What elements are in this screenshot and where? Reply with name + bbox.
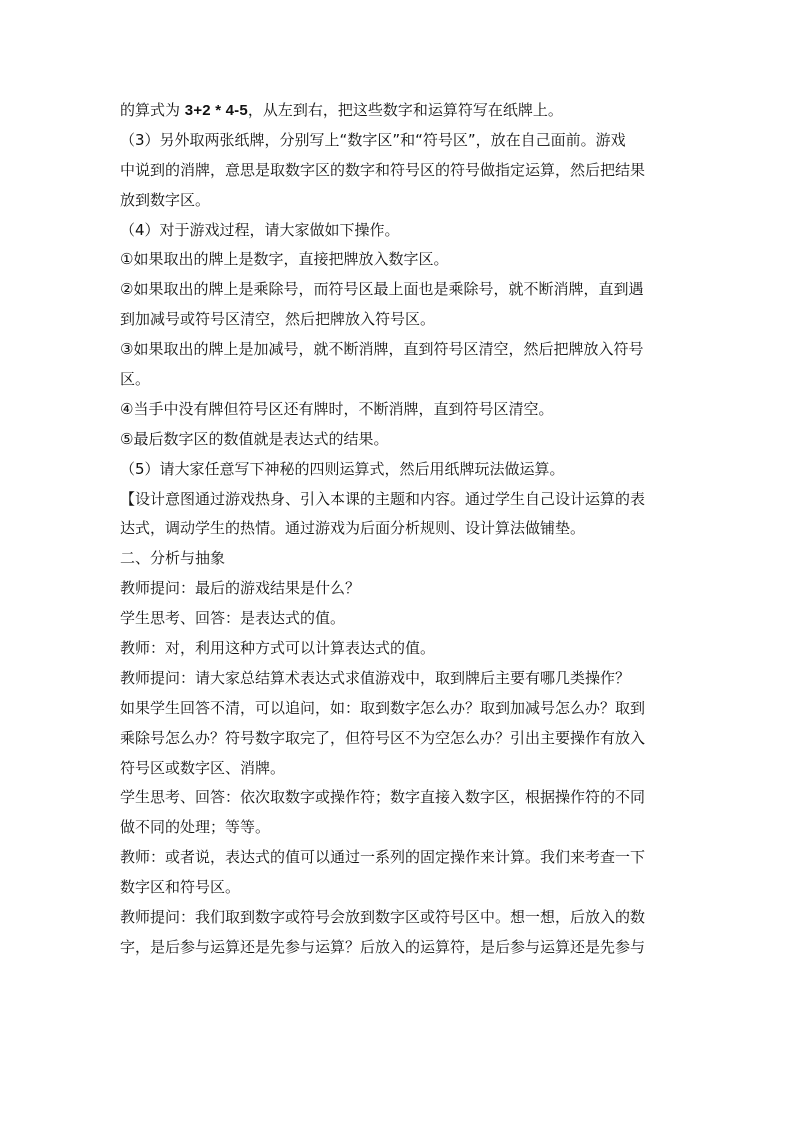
paragraph-line: 学生思考、回答：依次取数字或操作符；数字直接入数字区，根据操作符的不同: [120, 788, 646, 807]
paragraph-line: 乘除号怎么办？符号数字取完了，但符号区不为空怎么办？引出主要操作有放入: [120, 728, 646, 747]
paragraph-line: 数字区和符号区。: [120, 878, 241, 897]
paragraph-line: （4）对于游戏过程，请大家做如下操作。: [120, 220, 400, 239]
paragraph-line: ①如果取出的牌上是数字，直接把牌放入数字区。: [120, 250, 449, 269]
paragraph-line: 如果学生回答不清，可以追问，如：取到数字怎么办？取到加减号怎么办？取到: [120, 698, 646, 717]
paragraph-line: 做不同的处理；等等。: [120, 818, 271, 837]
paragraph-line: 达式，调动学生的热情。通过游戏为后面分析规则、设计算法做铺垫。: [120, 519, 586, 538]
paragraph-line: ②如果取出的牌上是乘除号，而符号区最上面也是乘除号，就不断消牌，直到遇: [120, 280, 644, 299]
paragraph-line: 学生思考、回答：是表达式的值。: [120, 609, 346, 628]
paragraph-line: 教师：或者说，表达式的值可以通过一系列的固定操作来计算。我们来考查一下: [120, 848, 646, 867]
paragraph-line: 到加减号或符号区清空，然后把牌放入符号区。: [120, 310, 436, 329]
line-text: ，从左到右，把这些数字和运算符写在纸牌上。: [247, 101, 563, 119]
paragraph-line: 教师提问：最后的游戏结果是什么？: [120, 579, 361, 598]
paragraph-line: （5）请大家任意写下神秘的四则运算式，然后用纸牌玩法做运算。: [120, 459, 565, 478]
paragraph-line: 教师提问：我们取到数字或符号会放到数字区或符号区中。想一想，后放入的数: [120, 908, 646, 927]
document-page: [120, 96, 680, 963]
paragraph-line: 【设计意图通过游戏热身、引入本课的主题和内容。通过学生自己设计运算的表: [120, 489, 646, 508]
paragraph-line: 区。: [120, 370, 151, 389]
paragraph-line: （3）另外取两张纸牌，分别写上“数字区”和“符号区”，放在自己面前。游戏: [120, 130, 626, 149]
section-heading: 二、分析与抽象: [120, 549, 226, 568]
line-text: 的算式为: [120, 101, 181, 119]
paragraph-line: 符号区或数字区、消牌。: [120, 758, 286, 777]
paragraph-line: 中说到的消牌，意思是取数字区的数字和符号区的符号做指定运算，然后把结果: [120, 160, 646, 179]
expression-formula: 3+2 * 4-5: [184, 102, 248, 119]
paragraph-line: ④当手中没有牌但符号区还有牌时，不断消牌，直到符号区清空。: [120, 399, 554, 418]
paragraph-line: [120, 96, 680, 126]
paragraph-line: 放到数字区。: [120, 190, 211, 209]
paragraph-line: 教师提问：请大家总结算术表达式求值游戏中，取到牌后主要有哪几类操作？: [120, 668, 631, 687]
paragraph-line: ⑤最后数字区的数值就是表达式的结果。: [120, 429, 389, 448]
paragraph-line: 教师：对，利用这种方式可以计算表达式的值。: [120, 639, 436, 658]
paragraph-line: 字，是后参与运算还是先参与运算？后放入的运算符，是后参与运算还是先参与: [120, 937, 646, 956]
paragraph-line: ③如果取出的牌上是加减号，就不断消牌，直到符号区清空，然后把牌放入符号: [120, 340, 644, 359]
